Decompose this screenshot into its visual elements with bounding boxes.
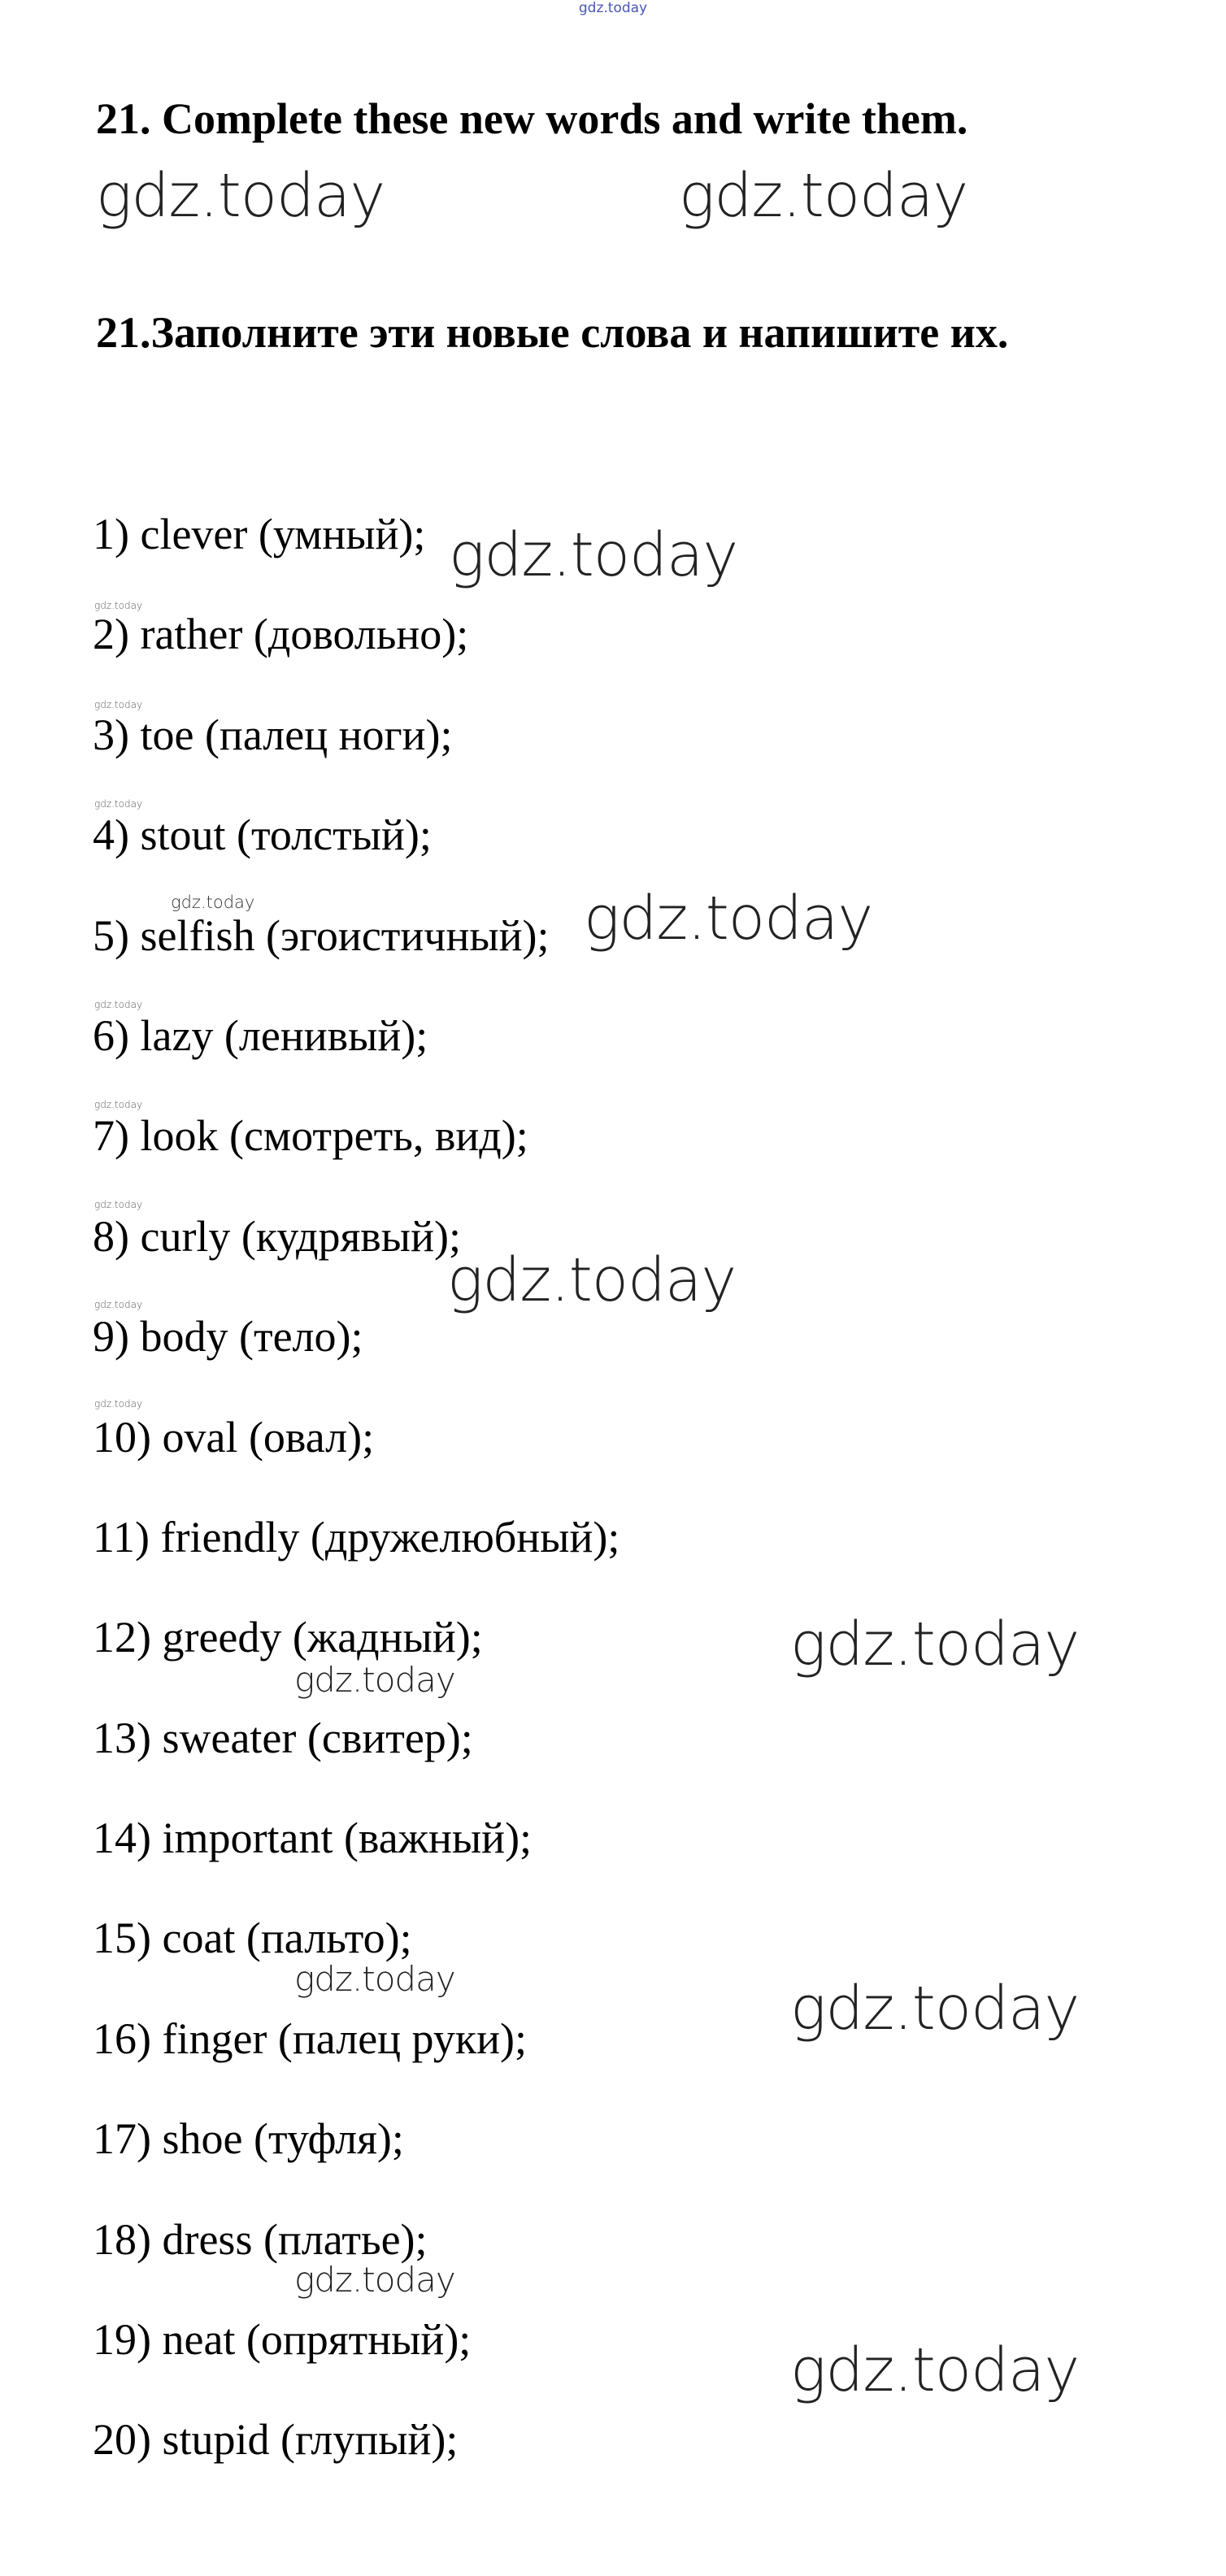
list-item: 3) toe (палец ноги); [93,710,453,759]
list-item: 5) selfish (эгоистичный); [93,910,550,960]
watermark-text: gdz.today [94,1099,143,1110]
list-item: 11) friendly (дружелюбный); [93,1512,620,1562]
word-list [93,508,620,2514]
site-watermark-top: gdz.today [578,0,648,16]
list-item: 17) shoe (туфля); [93,2114,404,2164]
watermark-text: gdz.today [790,1974,1080,2044]
watermark-text: gdz.today [94,600,143,611]
list-item: 6) lazy (ленивый); [93,1010,428,1060]
watermark-text: gdz.today [790,2335,1080,2405]
list-item: 13) sweater (свитер); [93,1713,473,1762]
list-item: 1) clever (умный); [93,510,426,558]
list-item: 8) curly (кудрявый); [93,1211,461,1261]
watermark-text: gdz.today [447,1245,737,1315]
watermark-text: gdz.today [790,1609,1080,1679]
watermark-text: gdz.today [94,1299,143,1310]
list-item: 10) oval (овал); [93,1412,375,1462]
watermark-text: gdz.today [94,798,143,810]
list-item: 2) rather (довольно); [93,610,469,659]
list-item: 15) coat (пальто); [93,1914,412,1963]
list-item: 19) neat (опрятный); [93,2315,472,2365]
watermark-text: gdz.today [96,161,385,231]
watermark-text: gdz.today [171,893,255,912]
watermark-text: gdz.today [94,699,143,710]
watermark-text: gdz.today [94,1398,143,1410]
list-item: 16) finger (палец руки); [93,2013,527,2063]
watermark-text: gdz.today [94,999,143,1010]
watermark-text: gdz.today [584,884,873,954]
list-item: 12) greedy (жадный); [93,1613,483,1662]
list-item: 14) important (важный); [93,1814,533,1863]
list-item: 4) stout (толстый); [93,810,432,860]
watermark-text: gdz.today [294,2260,455,2300]
list-item: 9) body (тело); [93,1312,363,1362]
exercise-heading-ru: 21.Заполните эти новые слова и напишите их. [96,308,1009,357]
list-item: 20) stupid (глупый); [93,2415,459,2465]
exercise-heading-en: 21. Complete these new words and write them. [96,94,968,143]
list-item: 18) dress (платье); [93,2214,428,2264]
watermark-text: gdz.today [94,1199,143,1210]
watermark-text: gdz.today [449,520,738,590]
watermark-text: gdz.today [679,161,968,231]
list-item: 7) look (смотреть, вид); [93,1111,528,1161]
watermark-text: gdz.today [294,1660,455,1700]
watermark-text: gdz.today [294,1959,455,1999]
